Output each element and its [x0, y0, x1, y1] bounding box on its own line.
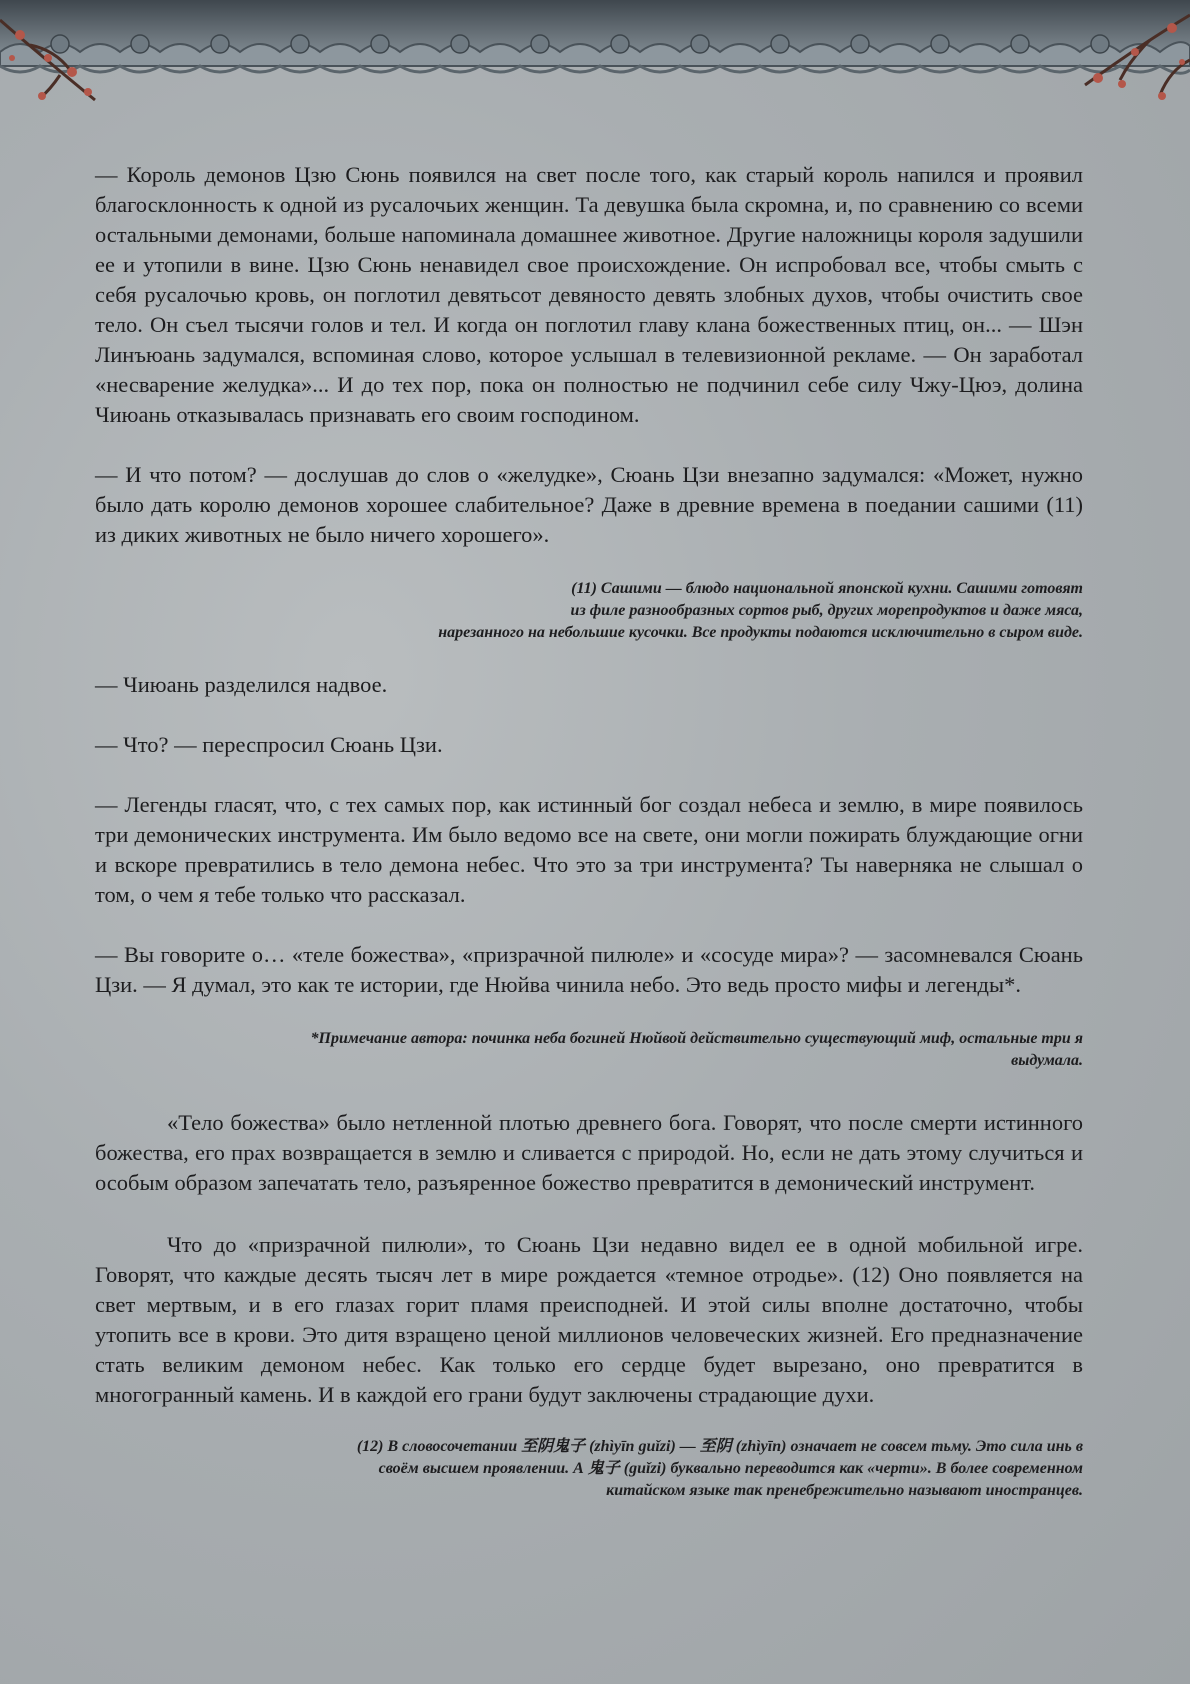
paragraph-6: — Вы говорите о… «теле божества», «призрачной пилюле» и «сосуде мира»? — засомневался Сюань Цзи. — Я думал, это как те истории, где Нюйва чинила небо. Это ведь просто мифы и легенды*. [95, 942, 1083, 997]
paragraph-1: — Король демонов Цзю Сюнь появился на свет после того, как старый король напился и проявил благосклонность к одной из русалочьих женщин. Та девушка была скромна, и, по сравнению со всеми остальными демонами, больше напоминала домашнее животное. Другие наложницы короля задушили ее и утопили в вине. Цзю Сюнь ненавидел свое происхождение. Он испробовал все, чтобы смыть с себя русалочью кровь, он поглотил девятьсот девяносто девять злобных духов, чтобы очистить свое тело. Он съел тысячи голов и тел. И когда он поглотил главу клана божественных птиц, он... — Шэн Линъюань задумался, вспоминая слово, которое услышал в телевизионной рекламе. — Он заработал «несварение желудка»... И до тех пор, пока он полностью не подчинил себе силу Чжу-Цюэ, долина Чиюань отказывалась признавать его своим господином. [95, 162, 1083, 427]
footnote-11 [95, 578, 1083, 644]
paragraph-2: — И что потом? — дослушав до слов о «желудке», Сюань Цзи внезапно задумался: «Может, нужно было дать королю демонов хорошее слабительное? Даже в древние времена в поедании сашими (11) из диких животных не было ничего хорошего». [95, 462, 1083, 547]
paragraph-8: Что до «призрачной пилюли», то Сюань Цзи недавно видел ее в одной мобильной игре. Говорят, что каждые десять тысяч лет в мире рождается «темное отродье». (12) Оно появляется на свет мертвым, и в его глазах горит пламя преисподней. И этой силы вполне достаточно, чтобы утопить все в крови. Это дитя взращено ценой миллионов человеческих жизней. Его предназначение стать великим демоном небес. Как только его сердце будет вырезано, оно превратится в многогранный камень. И в каждой его грани будут заключены страдающие духи. [95, 1232, 1083, 1407]
roof-tiles-icon [0, 0, 1190, 110]
footnote-11-line: из филе разнообразных сортов рыб, других морепродуктов и даже мяса, [570, 602, 1083, 619]
footnote-11-line: (11) Сашими — блюдо национальной японской кухни. Сашими готовят [571, 580, 1083, 597]
footnote-12-line: китайском языке так пренебрежительно называют иностранцев. [606, 1482, 1083, 1499]
paragraph-3: — Чиюань разделился надвое. [95, 672, 388, 697]
footnote-12-line: своём высшем проявлении. А 鬼子 (guǐzi) буквально переводится как «черти». В более современном [378, 1460, 1083, 1477]
footnote-12-line: (12) В словосочетании 至阴鬼子 (zhìyīn guǐzi) — 至阴 (zhìyīn) означает не совсем тьму. Это сила инь в [356, 1438, 1083, 1455]
paragraph-4: — Что? — переспросил Сюань Цзи. [95, 732, 443, 757]
footnote-12 [95, 1436, 1083, 1502]
author-note [95, 1028, 1083, 1072]
author-note-line: выдумала. [1011, 1052, 1083, 1069]
footnote-11-line: нарезанного на небольшие кусочки. Все продукты подаются исключительно в сыром виде. [438, 624, 1083, 641]
author-note-line: *Примечание автора: починка неба богиней Нюйвой действительно существующий миф, остальные три я [310, 1030, 1083, 1047]
paragraph-7: «Тело божества» было нетленной плотью древнего бога. Говорят, что после смерти истинного божества, его прах возвращается в землю и сливается с природой. Но, если не дать этому случиться и особым образом запечатать тело, разъяренное божество превратится в демонический инструмент. [95, 1110, 1083, 1195]
document-page [95, 160, 1083, 1502]
paragraph-5: — Легенды гласят, что, с тех самых пор, как истинный бог создал небеса и землю, в мире появилось три демонических инструмента. Им было ведомо все на свете, они могли пожирать блуждающие огни и вскоре превратились в тело демона небес. Что это за три инструмента? Ты наверняка не слышал о том, о чем я тебе только что рассказал. [95, 792, 1083, 907]
roof-tiles-header [0, 0, 1190, 110]
